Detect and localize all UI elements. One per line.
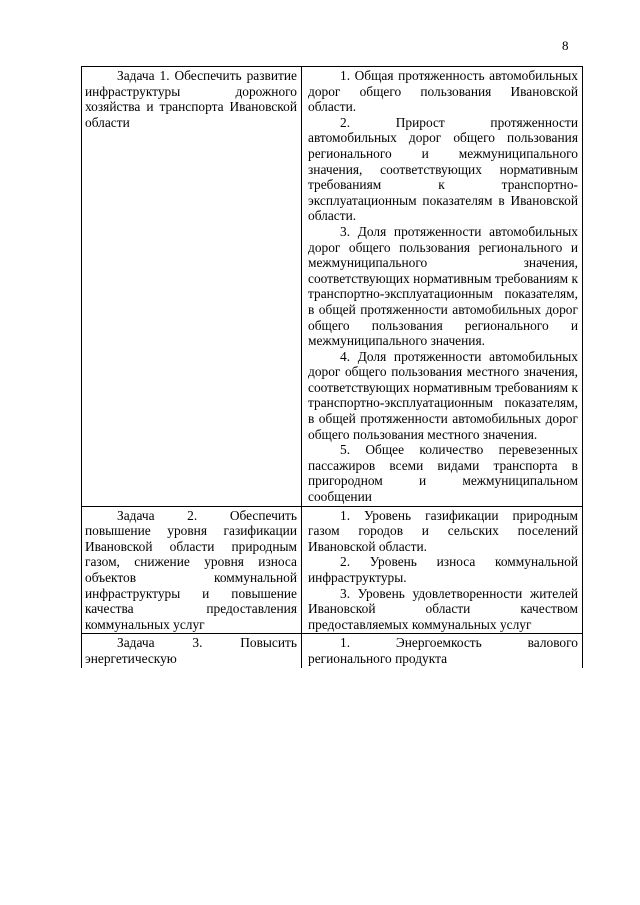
indicator-item: 3. Доля протяженности автомобильных дорог общего пользования регионального и межмуниципального значения, соответствующих нормативным требованиям к транспортно-эксплуатационным показателям, в общей протяженности автомобильных дорог общего пользования регионального и межмуниципального значения. (308, 223, 578, 349)
indicators-cell (302, 634, 583, 668)
indicator-item: 1. Энергоемкость валового регионального продукта (308, 635, 578, 666)
indicators-cell (302, 67, 583, 507)
goals-indicators-table (81, 66, 583, 668)
indicator-item: 4. Доля протяженности автомобильных дорог общего пользования местного значения, соответствующих нормативным требованиям к транспортно-эксплуатационным показателям, в общей протяженности автомобильных дорог общего пользования местного значения. (308, 348, 578, 442)
table-row (82, 506, 583, 634)
page-number: 8 (562, 38, 569, 53)
task-text: Задача 2. Обеспечить повышение уровня газификации Ивановской области природным газом, снижение уровня износа объектов коммунальной инфраструктуры и повышение качества предоставления коммунальных услуг (85, 507, 297, 632)
table-row (82, 634, 583, 668)
task-text: Задача 3. Повысить энергетическую (85, 635, 297, 666)
task-text: Задача 1. Обеспечить развитие инфраструктуры дорожного хозяйства и транспорта Ивановской области (85, 68, 297, 130)
indicator-item: 1. Уровень газификации природным газом городов и сельских поселений Ивановской области. (308, 507, 578, 554)
indicator-item: 2. Уровень износа коммунальной инфраструктуры. (308, 554, 578, 585)
task-cell (82, 506, 302, 634)
indicator-item: 3. Уровень удовлетворенности жителей Ивановской области качеством предоставляемых коммунальных услуг (308, 585, 578, 632)
task-cell (82, 634, 302, 668)
indicator-item: 1. Общая протяженность автомобильных дорог общего пользования Ивановской области. (308, 68, 578, 115)
indicator-item: 5. Общее количество перевезенных пассажиров всеми видами транспорта в пригородном и межмуниципальном сообщении (308, 442, 578, 505)
task-cell (82, 67, 302, 507)
indicators-cell (302, 506, 583, 634)
table-row (82, 67, 583, 507)
indicator-item: 2. Прирост протяженности автомобильных дорог общего пользования регионального и межмуниципального значения, соответствующих нормативным требованиям к транспортно-эксплуатационным показателям в Ивановской области. (308, 114, 578, 224)
